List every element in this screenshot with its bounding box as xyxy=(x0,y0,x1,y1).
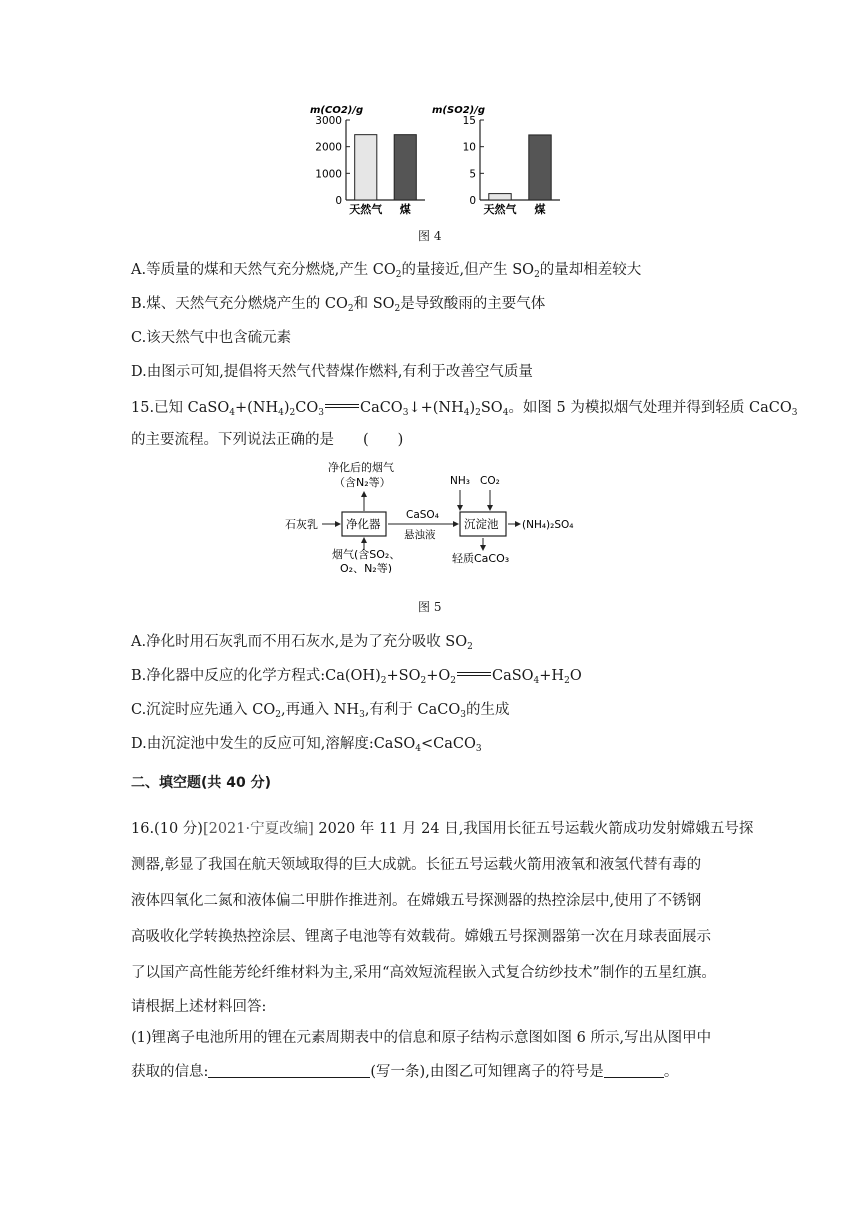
co2-y-tick-label: 2000 xyxy=(315,141,342,154)
q15-option-c: C.沉淀时应先通入 $CO_2$,再通入 $NH_3$,有利于 CaCO$_3$的生成 xyxy=(131,702,510,720)
q14-option-c: C.该天然气中也含硫元素 xyxy=(131,330,292,346)
purifier-label: 净化器 xyxy=(346,517,381,531)
co2-axis-label: m(CO2)/g xyxy=(310,105,364,116)
nh3-label: NH₃ xyxy=(450,475,470,487)
q15-stem-line1: 15.已知 $CaSO_4+(NH_4)_2CO_3$ $CaCO_3↓+(NH_4)_2SO_4$。如图 5 为模拟烟气处理并得到轻质 CaCO$_3$ xyxy=(131,400,798,418)
so2-bar-0 xyxy=(489,194,511,200)
figure4-charts xyxy=(300,98,580,223)
so2-category-label: 天然气 xyxy=(483,203,517,216)
q15-option-a: A.净化时用石灰乳而不用石灰水,是为了充分吸收 $SO_2$ xyxy=(131,634,473,652)
co2-bar-0 xyxy=(355,135,377,200)
answer-blank-info[interactable] xyxy=(208,1063,370,1078)
co2-y-tick-label: 0 xyxy=(335,195,342,207)
q16-line3: 液体四氧化二氮和液体偏二甲肼作推进剂。在嫦娥五号探测器的热控涂层中,使用了不锈钢 xyxy=(131,893,702,909)
light-caco3-label: 轻质CaCO₃ xyxy=(452,552,510,565)
q16-line4: 高吸收化学转换热控涂层、锂离子电池等有效载荷。嫦娥五号探测器第一次在月球表面展示 xyxy=(131,929,711,945)
co2-label: CO₂ xyxy=(480,475,500,487)
q15-stem-line2: 的主要流程。下列说法正确的是 ( ) xyxy=(131,432,404,448)
q16-line5: 了以国产高性能芳纶纤维材料为主,采用“高效短流程嵌入式复合纺纱技术”制作的五星红旗。 xyxy=(131,965,716,981)
figure5-flow-diagram xyxy=(280,458,610,573)
flue-gas-label-1: 烟气(含SO₂、 xyxy=(332,548,401,561)
co2-category-label: 煤 xyxy=(399,203,411,216)
so2-category-label: 煤 xyxy=(534,203,546,216)
co2-y-tick-label: 3000 xyxy=(315,115,342,127)
q14-option-d: D.由图示可知,提倡将天然气代替煤作燃料,有利于改善空气质量 xyxy=(131,364,533,380)
q16-line1: 16.(10 分)[2021·宁夏改编] 2020 年 11 月 24 日,我国用长征五号运载火箭成功发射嫦娥五号探 xyxy=(131,821,754,837)
lime-milk-label: 石灰乳 xyxy=(285,518,318,531)
settling-tank-label: 沉淀池 xyxy=(464,517,499,531)
co2-category-label: 天然气 xyxy=(349,203,383,216)
q16-source: [2021·宁夏改编] xyxy=(202,821,314,837)
q16-sub1-line1: (1)锂离子电池所用的锂在元素周期表中的信息和原子结构示意图如图 6 所示,写出从图甲中 xyxy=(131,1030,712,1046)
q14-option-b: B.煤、天然气充分燃烧产生的 $CO_2$和 $SO_2$是导致酸雨的主要气体 xyxy=(131,296,546,314)
q15-option-b: B.净化器中反应的化学方程式$:Ca(OH)_2+SO_2+O_2$ $CaSO_4+H_2O$ xyxy=(131,668,582,686)
q16-line2: 测器,彰显了我国在航天领域取得的巨大成就。长征五号运载火箭用液氧和液氢代替有毒的 xyxy=(131,857,702,873)
figure4-caption: 图 4 xyxy=(418,229,442,243)
so2-y-tick-label: 15 xyxy=(462,115,476,127)
q16-line6: 请根据上述材料回答: xyxy=(131,999,267,1015)
co2-bar-1 xyxy=(394,135,416,200)
q14-option-a: A.等质量的煤和天然气充分燃烧,产生 $CO_2$的量接近,但产生 $SO_2$的量却相差较大 xyxy=(131,262,642,280)
product-label: (NH₄)₂SO₄ xyxy=(522,519,574,531)
so2-y-tick-label: 0 xyxy=(469,195,476,207)
figure5-caption: 图 5 xyxy=(418,600,442,614)
so2-axis-label: m(SO2)/g xyxy=(432,105,486,116)
so2-bar-1 xyxy=(529,135,551,200)
q15-option-d: D.由沉淀池中发生的反应可知,溶解度:CaSO$_4$<CaCO$_3$ xyxy=(131,736,482,754)
flue-gas-label-2: O₂、N₂等) xyxy=(340,562,392,573)
q16-sub1-line2: 获取的信息: (写一条),由图乙可知锂离子的符号是 。 xyxy=(131,1064,679,1080)
co2-chart xyxy=(310,105,425,216)
section2-title: 二、填空题(共 40 分) xyxy=(131,775,272,791)
so2-y-tick-label: 5 xyxy=(469,168,476,181)
so2-chart xyxy=(432,105,560,216)
purified-gas-content: （含N₂等） xyxy=(334,476,391,489)
co2-y-tick-label: 1000 xyxy=(315,168,342,181)
suspension-label-2: 悬浊液 xyxy=(404,529,436,541)
suspension-label-1: CaSO₄ xyxy=(406,509,439,521)
so2-y-tick-label: 10 xyxy=(462,141,476,154)
answer-blank-ion-symbol[interactable] xyxy=(604,1063,664,1078)
purified-gas-label: 净化后的烟气 xyxy=(328,461,394,474)
